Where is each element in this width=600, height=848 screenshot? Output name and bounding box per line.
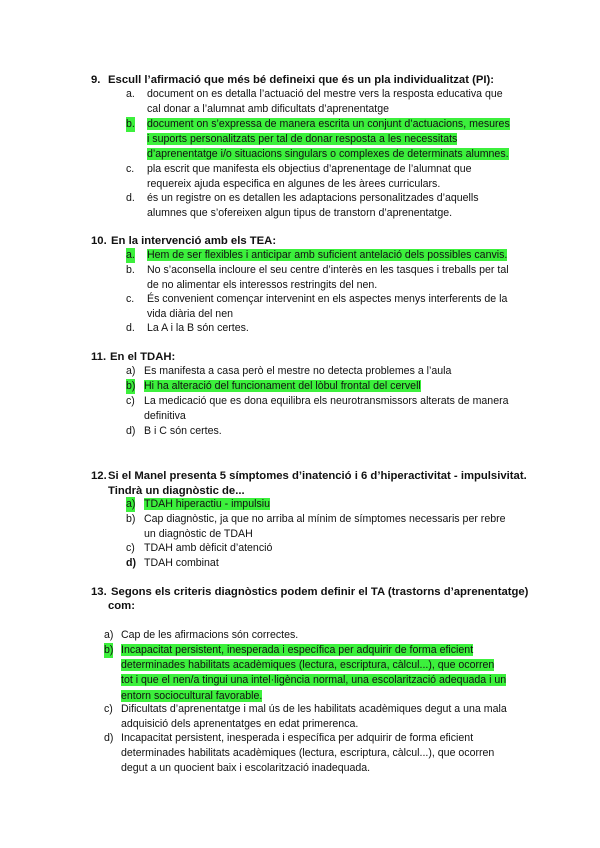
question-10-title [91, 234, 276, 248]
question-number: 11. [91, 351, 107, 363]
question-text: com: [108, 600, 135, 612]
option-line: vida diària del nen [147, 308, 233, 321]
option-label: c) [126, 395, 135, 407]
question-13-title [91, 585, 528, 599]
option-line: No s’aconsella incloure el seu centre d’interès en les tasques i treballs per tal [147, 264, 509, 276]
question-12-title-cont [108, 484, 245, 498]
option-line: TDAH amb dèficit d’atenció [144, 542, 273, 554]
option-label: c) [126, 542, 135, 554]
option-line: Dificultats d’aprenentatge i mal ús de les habilitats acadèmiques degut a una mala [121, 703, 507, 715]
option-label: c) [104, 703, 113, 715]
option-label: b) [126, 513, 136, 525]
option-line: de no alimentar els interessos restringits del nen. [147, 279, 378, 292]
option-line: definitiva [144, 410, 186, 423]
option-label: d) [126, 557, 136, 569]
option-line: tot i que el nen/a tingui una intel·ligència normal, una escolarització adequada i un [121, 674, 507, 687]
question-text: En el TDAH: [110, 351, 176, 363]
option-line: Incapacitat persistent, inesperada i específica per adquirir de forma eficient [121, 644, 474, 656]
option-label: b) [104, 643, 113, 658]
option-line: document on es detalla l’actuació del mestre vers la resposta educativa que [147, 88, 503, 100]
question-number: 13. [91, 586, 107, 598]
option-line: TDAH hiperactiu - impulsiu [144, 498, 270, 510]
option-line: Hem de ser flexibles i anticipar amb suficient antelació dels possibles canvis. [147, 249, 508, 261]
question-11-title [91, 350, 175, 364]
option-label: d. [126, 192, 135, 204]
option-line: adquisició dels aprenentatges en edat primerenca. [121, 718, 359, 731]
option-label: a. [126, 248, 135, 263]
option-line: TDAH combinat [144, 557, 219, 569]
option-label: b. [126, 117, 135, 132]
question-9-title [91, 73, 494, 87]
option-line: requereix ajuda especifica en algunes de les àrees curriculars. [147, 178, 441, 191]
question-number: 9. [91, 74, 101, 86]
question-text: Escull l’afirmació que més bé defineixi que és un pla individualitzat (PI): [108, 74, 495, 86]
option-label: a) [126, 365, 136, 377]
option-line: Es manifesta a casa però el mestre no detecta problemes a l’aula [144, 365, 452, 377]
option-line: document on s’expressa de manera escrita un conjunt d’actuacions, mesures [147, 118, 510, 130]
option-line: La A i la B són certes. [147, 322, 249, 334]
option-line: d’aprenentatge i/o situacions singulars o complexes de determinats alumnes. [147, 148, 509, 161]
option-label: d) [104, 732, 114, 744]
question-text: Si el Manel presenta 5 símptomes d’inatenció i 6 d’hiperactivitat - impulsivitat. [108, 470, 527, 482]
option-label: d. [126, 322, 135, 334]
question-text: Segons els criteris diagnòstics podem definir el TA (trastorns d’aprenentatge) [111, 586, 529, 598]
question-13-title-cont [108, 599, 135, 613]
option-line: És convenient començar intervenint en els aspectes menys interferents de la [147, 293, 508, 305]
option-line: B i C són certes. [144, 425, 222, 437]
option-label: a. [126, 88, 135, 100]
question-text: En la intervenció amb els TEA: [111, 235, 277, 247]
option-line: pla escrit que manifesta els objectius d’aprenentage de l’alumnat que [147, 163, 472, 175]
option-line: i suports personalitzats per tal de donar resposta a les necessitats [147, 133, 458, 146]
option-line: és un registre on es detallen les adaptacions personalitzades d’aquells [147, 192, 479, 204]
option-line: La medicació que es dona equilibra els neurotransmissors alterats de manera [144, 395, 509, 407]
option-line: entorn sociocultural favorable. [121, 689, 263, 702]
question-12-title [91, 469, 527, 483]
option-label: d) [126, 425, 136, 437]
question-number: 10. [91, 235, 107, 247]
option-line: Cap de les afirmacions són correctes. [121, 629, 299, 641]
question-text: Tindrà un diagnòstic de... [108, 485, 245, 497]
option-line: determinades habilitats acadèmiques (lectura, escriptura, càlcul...), que ocorren [121, 747, 495, 760]
option-line: Incapacitat persistent, inesperada i específica per adquirir de forma eficient [121, 732, 474, 744]
option-line: degut a un quocient baix i escolarització inadequada. [121, 762, 371, 775]
option-line: un diagnòstic de TDAH [144, 528, 253, 541]
option-line: alumnes que s’ofereixen algun tipus de transtorn d’aprenentatge. [147, 207, 453, 220]
option-label: b) [126, 379, 135, 394]
option-line: Cap diagnòstic, ja que no arriba al mínim de símptomes necessaris per rebre [144, 513, 506, 525]
option-line: cal donar a l’alumnat amb dificultats d’aprenentatge [147, 103, 390, 116]
option-label: a) [104, 629, 114, 641]
question-number: 12. [91, 470, 107, 482]
option-label: c. [126, 293, 135, 305]
option-label: b. [126, 264, 135, 276]
option-line: determinades habilitats acadèmiques (lectura, escriptura, càlcul...), que ocorren [121, 659, 495, 672]
option-label: a) [126, 497, 135, 512]
option-label: c. [126, 163, 135, 175]
option-line: Hi ha alteració del funcionament del lòbul frontal del cervell [144, 380, 421, 392]
